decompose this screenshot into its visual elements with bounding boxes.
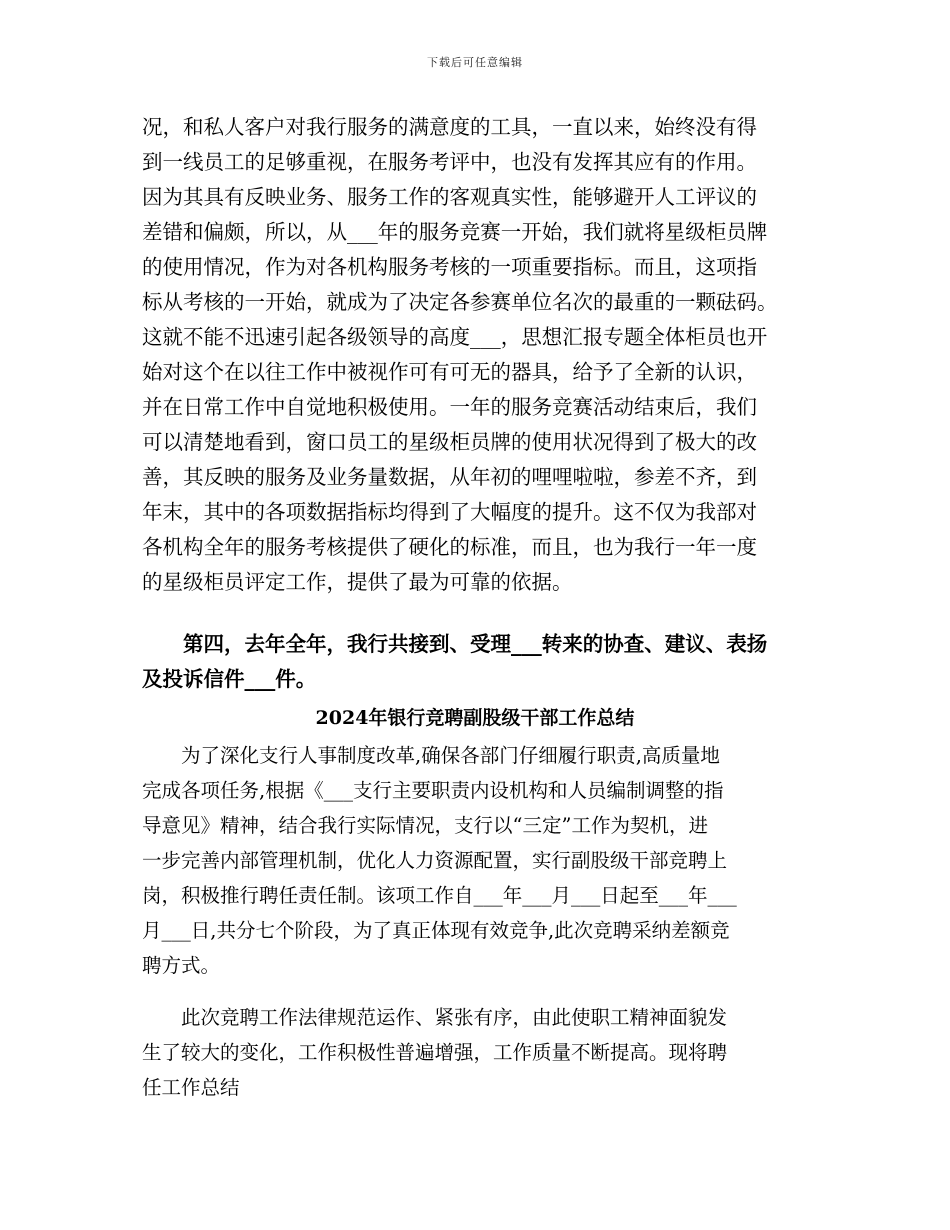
bold-text-line: 及投诉信件___件。	[142, 667, 317, 691]
text-line: 导意见》精神，结合我行实际情况，支行以“三定”工作为契机，进	[142, 814, 708, 837]
text-line: 并在日常工作中自觉地积极使用。一年的服务竞赛活动结束后，我们	[142, 395, 757, 419]
bold-text-line: 第四，去年全年，我行共接到、受理___转来的协查、建议、表扬	[142, 632, 768, 656]
text-line: 因为其具有反映业务、服务工作的客观真实性，能够避开人工评议的	[142, 185, 757, 209]
text-line: 标从考核的一开始，就成为了决定各参赛单位名次的最重的一颗砝码。	[142, 290, 778, 314]
text-line: 一步完善内部管理机制，优化人力资源配置，实行副股级干部竞聘上	[142, 849, 728, 872]
text-line: 聘方式。	[142, 954, 221, 977]
text-line: 生了较大的变化，工作积极性普遍增强，工作质量不断提高。现将聘	[142, 1041, 728, 1064]
header-note: 下载后可任意编辑	[427, 56, 523, 69]
text-line: 任工作总结	[142, 1076, 240, 1099]
text-line: 年末，其中的各项数据指标均得到了大幅度的提升。这不仅为我部对	[142, 500, 757, 524]
text-line: 此次竞聘工作法律规范运作、紧张有序，由此使职工精神面貌发	[142, 1006, 728, 1029]
text-line: 完成各项任务,根据《___支行主要职责内设机构和人员编制调整的指	[142, 779, 724, 802]
text-line: 的星级柜员评定工作，提供了最为可靠的依据。	[142, 570, 573, 594]
text-line: 这就不能不迅速引起各级领导的高度___，思想汇报专题全体柜员也开	[142, 325, 768, 349]
text-line: 各机构全年的服务考核提供了硬化的标准，而且，也为我行一年一度	[142, 535, 757, 559]
text-line: 月___日,共分七个阶段，为了真正体现有效竞争,此次竞聘采纳差额竞	[142, 919, 730, 942]
text-line: 善，其反映的服务及业务量数据，从年初的哩哩啦啦，参差不齐，到	[142, 465, 757, 489]
text-line: 为了深化支行人事制度改革,确保各部门仔细履行职责,高质量地	[142, 744, 720, 767]
text-line: 的使用情况，作为对各机构服务考核的一项重要指标。而且，这项指	[142, 255, 757, 279]
text-line: 始对这个在以往工作中被视作可有可无的器具，给予了全新的认识，	[142, 360, 757, 384]
document-title: 2024年银行竞聘副股级干部工作总结	[315, 707, 635, 729]
text-line: 岗，积极推行聘任责任制。该项工作自___年___月___日起至___年___	[142, 884, 737, 907]
text-line: 到一线员工的足够重视，在服务考评中，也没有发挥其应有的作用。	[142, 150, 757, 174]
text-line: 可以清楚地看到，窗口员工的星级柜员牌的使用状况得到了极大的改	[142, 430, 757, 454]
text-line: 差错和偏颇，所以，从___年的服务竞赛一开始，我们就将星级柜员牌	[142, 220, 768, 244]
text-line: 况，和私人客户对我行服务的满意度的工具，一直以来，始终没有得	[142, 115, 757, 139]
